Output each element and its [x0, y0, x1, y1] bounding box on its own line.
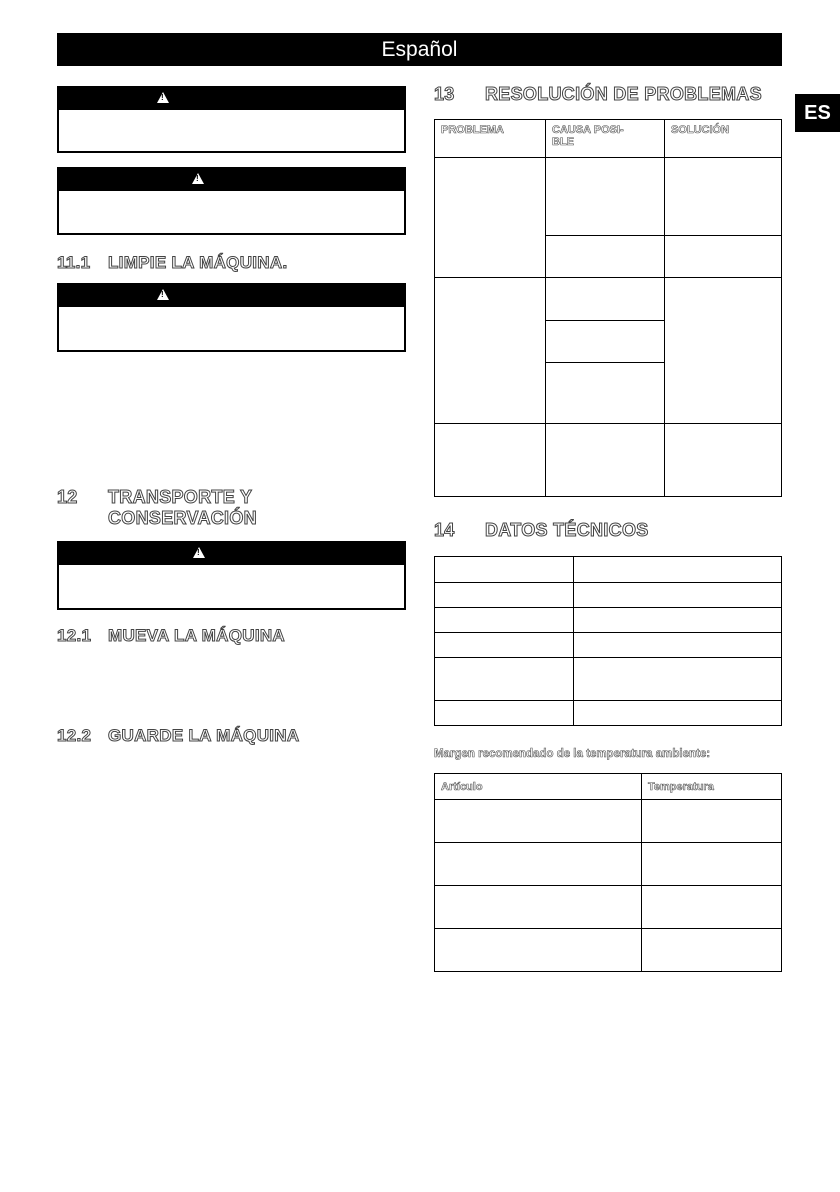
table-cell: [546, 158, 665, 236]
section-heading-12-2: 12.2 GUARDE LA MÁQUINA: [57, 726, 300, 745]
ambient-temperature-note: Margen recomendado de la temperatura ambiente:: [434, 748, 711, 760]
language-header: Español: [57, 33, 782, 66]
table-cell: [574, 608, 782, 633]
table-cell: [546, 278, 665, 321]
table-cell: [435, 583, 574, 608]
column-header-temperature: Temperatura: [642, 774, 782, 800]
table-cell: [546, 236, 665, 278]
table-cell: [546, 363, 665, 424]
table-cell: [435, 424, 546, 497]
section-heading-12-1: 12.1 MUEVA LA MÁQUINA: [57, 626, 285, 645]
table-cell: [642, 843, 782, 886]
table-cell: [435, 800, 642, 843]
language-tab: ES: [795, 94, 840, 132]
table-cell: [435, 557, 574, 583]
table-cell: [642, 929, 782, 972]
ambient-temperature-table: [434, 773, 782, 972]
table-cell: [435, 701, 574, 726]
table-cell: [435, 886, 642, 929]
column-header-problem: PROBLEMA: [435, 120, 546, 158]
table-cell: [665, 424, 782, 497]
table-cell: [435, 633, 574, 658]
warning-box: [57, 86, 406, 153]
table-cell: [546, 321, 665, 363]
table-cell: [574, 658, 782, 701]
column-header-cause: CAUSA POSI- BLE: [546, 120, 665, 158]
table-cell: [435, 278, 546, 424]
section-heading-11-1: 11.1 LIMPIE LA MÁQUINA.: [57, 253, 288, 272]
table-cell: [665, 236, 782, 278]
technical-data-table: [434, 556, 782, 726]
warning-box: [57, 541, 406, 610]
warning-icon: [192, 173, 204, 184]
warning-icon: [157, 289, 169, 300]
troubleshooting-table: [434, 119, 782, 497]
column-header-solution: SOLUCIÓN: [665, 120, 782, 158]
table-cell: [574, 557, 782, 583]
table-cell: [574, 633, 782, 658]
warning-icon: [193, 547, 205, 558]
table-cell: [574, 583, 782, 608]
warning-box: [57, 167, 406, 235]
section-heading-13: 13 RESOLUCIÓN DE PROBLEMAS: [434, 84, 762, 104]
table-cell: [642, 886, 782, 929]
table-cell: [642, 800, 782, 843]
section-heading-14: 14 DATOS TÉCNICOS: [434, 520, 649, 540]
warning-icon: [157, 92, 169, 103]
table-cell: [435, 929, 642, 972]
column-header-item: Artículo: [435, 774, 642, 800]
warning-box: [57, 283, 406, 352]
section-heading-12: 12 TRANSPORTE Y CONSERVACIÓN: [57, 487, 257, 528]
table-cell: [435, 843, 642, 886]
table-cell: [665, 158, 782, 236]
table-cell: [574, 701, 782, 726]
table-cell: [435, 158, 546, 278]
table-cell: [435, 608, 574, 633]
table-cell: [546, 424, 665, 497]
table-cell: [665, 278, 782, 424]
table-cell: [435, 658, 574, 701]
